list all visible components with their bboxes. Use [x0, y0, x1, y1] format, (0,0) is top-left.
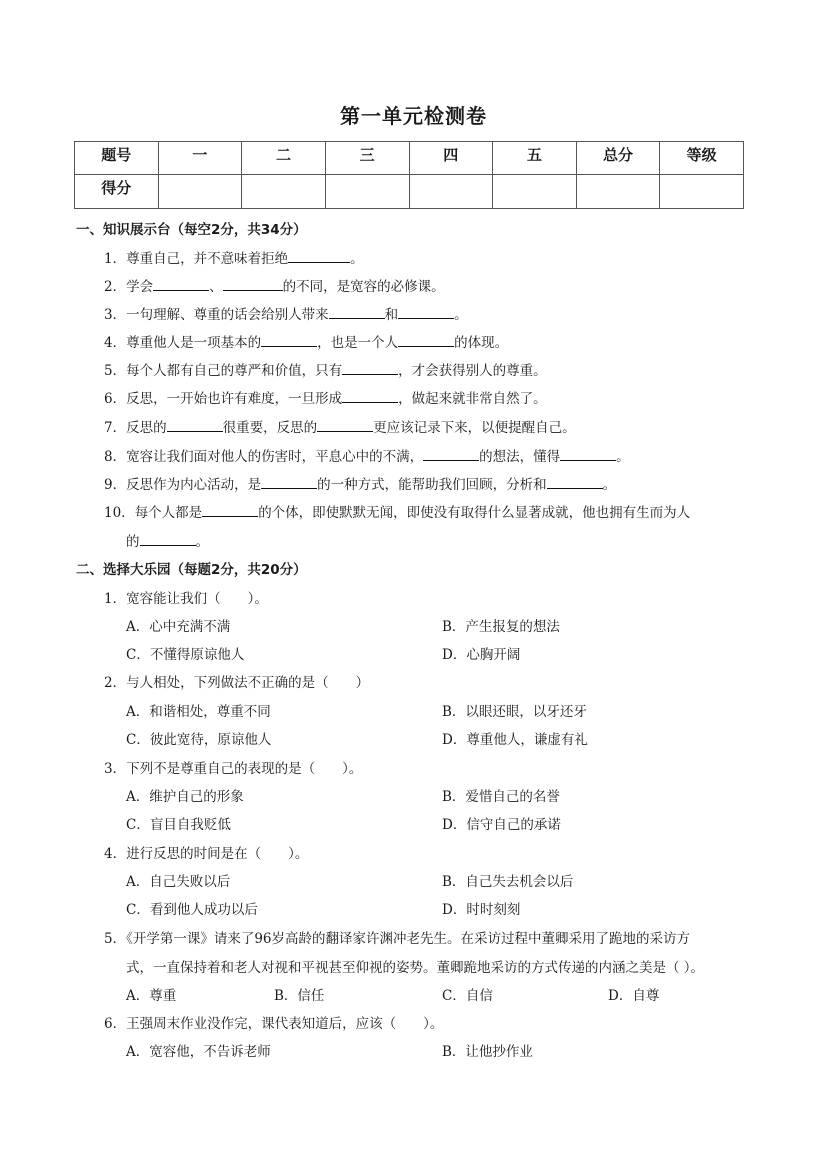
answer-blank[interactable] [398, 332, 454, 347]
answer-blank[interactable] [560, 446, 616, 461]
choice-option[interactable]: A．和谐相处，尊重不同 [126, 704, 271, 720]
header-cell: 一 [158, 142, 242, 175]
question-text: 的个体，即使默默无闻，即使没有取得什么显著成就，他也拥有生而为人 [258, 505, 691, 521]
score-cell[interactable] [242, 175, 326, 209]
choice-option[interactable]: D．心胸开阔 [442, 647, 521, 663]
question-text: 反思作为内心活动，是 [126, 477, 262, 493]
question-number: 1． [104, 251, 127, 267]
choice-option[interactable]: D．自尊 [608, 988, 660, 1004]
question-number: 7． [104, 420, 127, 436]
header-cell: 总分 [576, 142, 660, 175]
question-text: 尊重自己，并不意味着拒绝 [126, 251, 289, 267]
answer-blank[interactable] [223, 276, 283, 291]
question-text: 。 [602, 477, 617, 493]
choice-question-5-stem-continued: 式，一直保持着和老人对视和平视甚至仰视的姿势。董卿跪地采访的方式传递的内涵之美是（ ）。 [126, 960, 705, 976]
choice-option[interactable]: C．看到他人成功以后 [126, 902, 258, 918]
answer-blank[interactable] [342, 388, 398, 403]
fill-question-7 [104, 416, 576, 436]
score-cell[interactable] [325, 175, 409, 209]
choice-question-2-stem: 2．与人相处，下列做法不正确的是（ ） [104, 675, 370, 691]
header-cell: 五 [493, 142, 577, 175]
question-number: 2． [104, 279, 127, 295]
choice-question-1-stem: 1．宽容能让我们（ ）。 [104, 591, 268, 607]
question-text: 学会 [126, 279, 154, 295]
score-cell[interactable] [576, 175, 660, 209]
question-text: 一句理解、尊重的话会给别人带来 [126, 307, 329, 323]
fill-question-3 [104, 303, 468, 323]
question-text: 尊重他人是一项基本的 [126, 335, 262, 351]
fill-question-5 [104, 359, 547, 379]
choice-option[interactable]: A．维护自己的形象 [126, 789, 244, 805]
choice-option[interactable]: A．尊重 [126, 988, 177, 1004]
fill-question-8 [104, 445, 630, 465]
answer-blank[interactable] [329, 304, 385, 319]
choice-option[interactable]: C．自信 [442, 988, 493, 1004]
fill-question-6 [104, 387, 547, 407]
answer-blank[interactable] [317, 417, 373, 432]
question-text: 反思的 [126, 420, 167, 436]
choice-option[interactable]: C．彼此宽待，原谅他人 [126, 732, 272, 748]
question-text: ，才会获得别人的尊重。 [398, 363, 547, 379]
choice-question-3-stem: 3．下列不是尊重自己的表现的是（ ）。 [104, 761, 363, 777]
score-cell[interactable] [158, 175, 242, 209]
score-cell[interactable] [493, 175, 577, 209]
answer-blank[interactable] [547, 474, 603, 489]
header-cell: 题号 [75, 142, 159, 175]
choice-option[interactable]: B．自己失去机会以后 [442, 874, 574, 890]
answer-blank[interactable] [167, 417, 223, 432]
question-text: 的一种方式，能帮助我们回顾，分析和 [317, 477, 547, 493]
choice-option[interactable]: B．爱惜自己的名誉 [442, 789, 560, 805]
question-text: 每个人都有自己的尊严和价值，只有 [126, 363, 343, 379]
answer-blank[interactable] [288, 248, 350, 263]
fill-question-9 [104, 473, 616, 493]
fill-question-10-continued [126, 530, 209, 550]
question-text: 宽容让我们面对他人的伤害时，平息心中的不满， [126, 449, 424, 465]
header-cell: 等级 [660, 142, 744, 175]
answer-blank[interactable] [140, 531, 196, 546]
choice-question-5-stem: 5．《开学第一课》请来了96岁高龄的翻译家许渊冲老先生。在采访过程中董卿采用了跪地的采访方 [104, 931, 691, 947]
score-table-header-row [75, 142, 744, 175]
choice-question-4-stem: 4．进行反思的时间是在（ ）。 [104, 846, 309, 862]
question-text: 。 [454, 307, 468, 323]
choice-question-6-stem: 6．王强周末作业没作完，课代表知道后，应该（ ）。 [104, 1016, 444, 1032]
question-text: 的不同，是宽容的必修课。 [282, 279, 445, 295]
question-text: 的体现。 [454, 335, 509, 351]
question-number: 9． [104, 477, 127, 493]
header-cell: 四 [409, 142, 493, 175]
choice-option[interactable]: D．尊重他人，谦虚有礼 [442, 732, 588, 748]
choice-option[interactable]: D．信守自己的承诺 [442, 817, 561, 833]
question-text: ，也是一个人 [317, 335, 399, 351]
score-table-score-row [75, 175, 744, 209]
choice-option[interactable]: A．自己失败以后 [126, 874, 231, 890]
fill-question-10 [104, 501, 690, 521]
answer-blank[interactable] [202, 502, 258, 517]
choice-option[interactable]: A．心中充满不满 [126, 619, 231, 635]
choice-option[interactable]: B．产生报复的想法 [442, 619, 560, 635]
answer-blank[interactable] [398, 304, 454, 319]
choice-option[interactable]: A．宽容他，不告诉老师 [126, 1044, 271, 1060]
question-text: 和 [384, 307, 399, 323]
choice-option[interactable]: D．时时刻刻 [442, 902, 521, 918]
choice-option[interactable]: B．以眼还眼，以牙还牙 [442, 704, 587, 720]
question-number: 6． [104, 391, 127, 407]
answer-blank[interactable] [261, 332, 317, 347]
question-number: 10． [104, 505, 135, 521]
question-text: 。 [195, 534, 209, 550]
fill-question-1 [104, 247, 364, 267]
fill-question-4 [104, 331, 508, 351]
header-cell: 三 [325, 142, 409, 175]
score-table [74, 141, 744, 209]
question-text: 很重要，反思的 [222, 420, 318, 436]
question-text: 每个人都是 [134, 505, 203, 521]
question-number: 4． [104, 335, 127, 351]
choice-option[interactable]: B．信任 [274, 988, 325, 1004]
question-text: 的 [126, 534, 140, 550]
score-cell[interactable] [409, 175, 493, 209]
choice-option[interactable]: C．盲目自我贬低 [126, 817, 231, 833]
question-number: 8． [104, 449, 127, 465]
question-text: 反思，一开始也许有难度，一旦形成 [126, 391, 343, 407]
section-1-heading: 一、知识展示台（每空2分，共34分） [76, 222, 307, 238]
choice-option[interactable]: C．不懂得原谅他人 [126, 647, 245, 663]
section-2-heading: 二、选择大乐园（每题2分，共20分） [76, 562, 307, 578]
answer-blank[interactable] [423, 446, 479, 461]
question-number: 3． [104, 307, 127, 323]
question-number: 5． [104, 363, 127, 379]
question-text: 更应该记录下来，以便提醒自己。 [373, 420, 576, 436]
score-cell[interactable] [660, 175, 744, 209]
question-text: 、 [209, 279, 223, 295]
row-label: 得分 [75, 175, 159, 209]
question-text: 。 [616, 449, 630, 465]
answer-blank[interactable] [153, 276, 209, 291]
question-text: 的想法，懂得 [479, 449, 561, 465]
choice-option[interactable]: B．让他抄作业 [442, 1044, 533, 1060]
page-title: 第一单元检测卷 [340, 104, 487, 128]
answer-blank[interactable] [261, 474, 317, 489]
answer-blank[interactable] [342, 360, 398, 375]
fill-question-2 [104, 275, 445, 295]
header-cell: 二 [242, 142, 326, 175]
question-text: ，做起来就非常自然了。 [398, 391, 547, 407]
question-text: 。 [350, 251, 364, 267]
